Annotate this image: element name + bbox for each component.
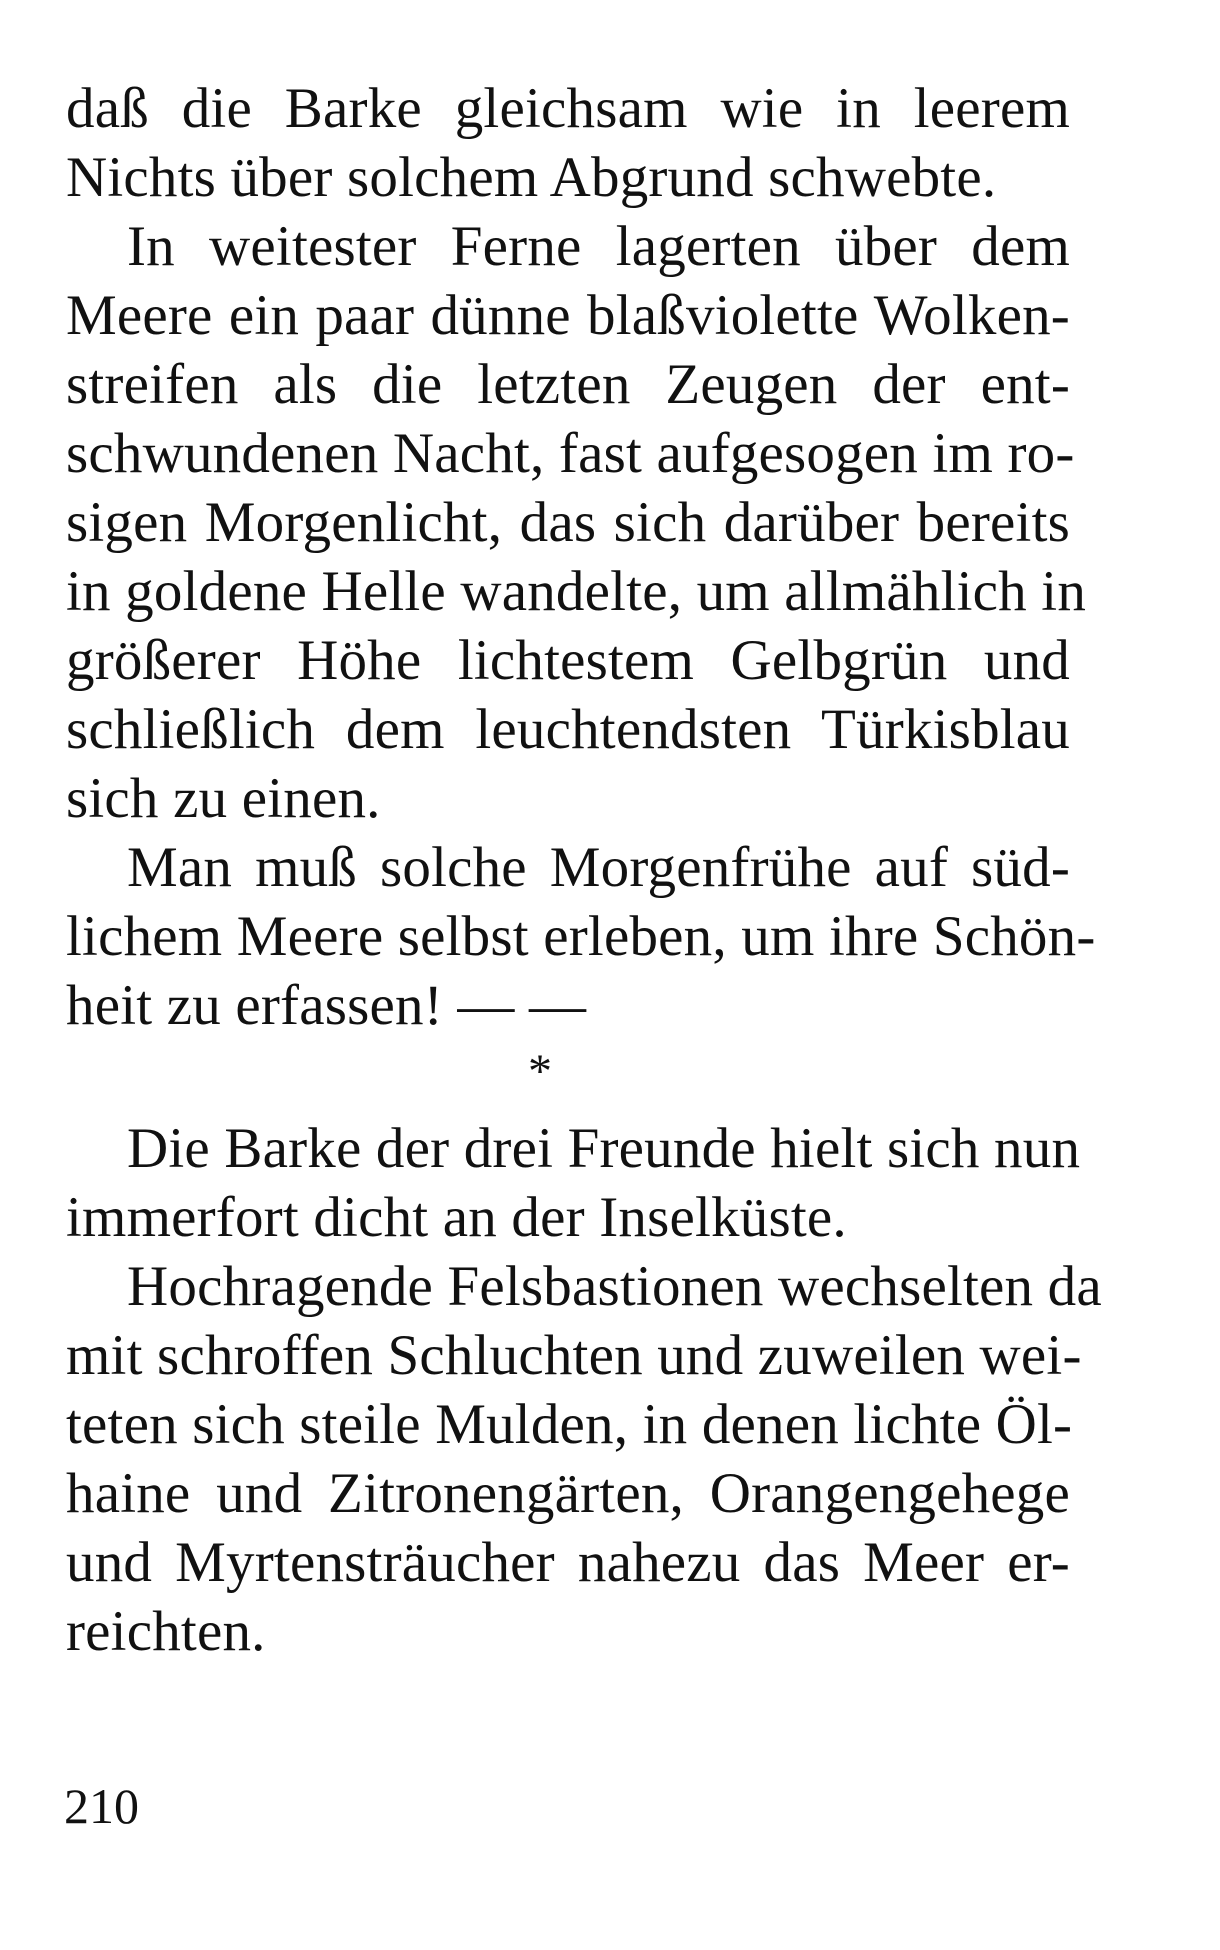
- text-line: heit zu erfassen! — —: [66, 974, 587, 1037]
- text-line: Hochragende Felsbastionen wechselten da: [127, 1255, 1102, 1318]
- text-line: Nichts über solchem Abgrund schwebte.: [66, 146, 997, 209]
- text-line: lichem Meere selbst erleben, um ihre Schön-: [66, 905, 1096, 968]
- text-line: daß die Barke gleichsam wie in leerem: [66, 77, 1070, 140]
- page-number: 210: [64, 1778, 139, 1834]
- text-line: mit schroffen Schluchten und zuweilen wei-: [66, 1324, 1082, 1387]
- text-line: schließlich dem leuchtendsten Türkisblau: [66, 698, 1070, 761]
- text-line: Die Barke der drei Freunde hielt sich nun: [127, 1117, 1081, 1180]
- text-line: größerer Höhe lichtestem Gelbgrün und: [66, 629, 1070, 692]
- text-line: haine und Zitronengärten, Orangengehege: [66, 1462, 1070, 1525]
- section-break-asterisk: *: [528, 1045, 552, 1098]
- text-line: streifen als die letzten Zeugen der ent-: [66, 353, 1070, 416]
- text-line: Man muß solche Morgenfrühe auf süd-: [127, 836, 1070, 899]
- text-line: reichten.: [66, 1600, 266, 1663]
- text-line: schwundenen Nacht, fast aufgesogen im ro-: [66, 422, 1075, 485]
- text-line: In weitester Ferne lagerten über dem: [127, 215, 1070, 278]
- text-line: sigen Morgenlicht, das sich darüber bereits: [66, 491, 1070, 554]
- text-line: sich zu einen.: [66, 767, 381, 830]
- text-line: Meere ein paar dünne blaßviolette Wolken-: [66, 284, 1070, 347]
- text-line: und Myrtensträucher nahezu das Meer er-: [66, 1531, 1070, 1594]
- text-line: in goldene Helle wandelte, um allmählich in: [66, 560, 1087, 623]
- text-line: immerfort dicht an der Inselküste.: [66, 1186, 847, 1249]
- text-line: teten sich steile Mulden, in denen lichte Öl-: [66, 1393, 1073, 1456]
